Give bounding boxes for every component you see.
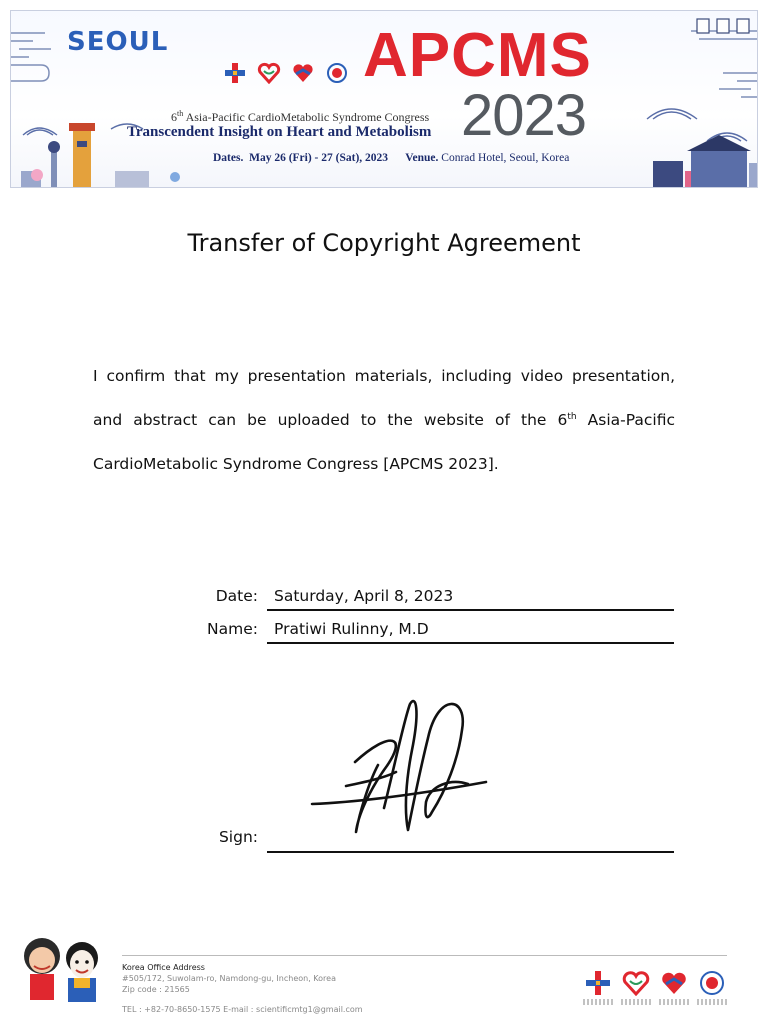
- agreement-superscript: th: [567, 411, 577, 422]
- name-value: Pratiwi Rulinny, M.D: [274, 620, 429, 638]
- date-underline: [267, 609, 674, 611]
- date-label: Date:: [215, 587, 258, 605]
- sign-label: Sign:: [218, 828, 258, 846]
- address-line-2: Zip code : 21565: [122, 985, 190, 994]
- korean-society-logo: [223, 61, 247, 85]
- agreement-text-part1: I confirm that my presentation materials, including video presentation, and abstract can be uploaded to the website of the 6: [93, 367, 675, 429]
- footer-partner-logos: [583, 970, 727, 1005]
- venue-value: Conrad Hotel, Seoul, Korea: [441, 152, 570, 164]
- footer-korea-circle-logo: [697, 970, 727, 1005]
- handwritten-signature: [300, 690, 500, 840]
- contact-line: TEL : +82-70-8650-1575 E-mail : scientificmtg1@gmail.com: [122, 1005, 363, 1014]
- congress-ordinal: th: [177, 109, 184, 118]
- venue-label: Venue.: [405, 152, 439, 164]
- congress-name: Asia-Pacific CardioMetabolic Syndrome Congress: [185, 110, 430, 124]
- footer-divider: [122, 955, 727, 956]
- seoul-city-logo: SEOUL: [67, 27, 169, 57]
- dates-value: May 26 (Fri) - 27 (Sat), 2023: [249, 152, 389, 164]
- dates-label: Dates.: [213, 152, 244, 164]
- agreement-text-part2: Asia-Pacific CardioMetabolic Syndrome Congress [APCMS 2023].: [93, 411, 675, 473]
- handshake-logo: [291, 61, 315, 85]
- address-line-1: #505/172, Suwolam-ro, Namdong-gu, Incheon, Korea: [122, 974, 336, 983]
- conference-banner: [10, 10, 758, 188]
- office-address-block: [122, 962, 363, 1015]
- event-year: 2023: [461, 83, 587, 148]
- document-title: Transfer of Copyright Agreement: [187, 229, 581, 257]
- korea-circle-logo: [325, 61, 349, 85]
- congress-number: 6: [171, 110, 177, 124]
- mascot-characters: [14, 928, 110, 1008]
- partner-logos: [223, 61, 349, 85]
- name-underline: [267, 642, 674, 644]
- date-value: Saturday, April 8, 2023: [274, 587, 454, 605]
- name-label: Name:: [207, 620, 258, 638]
- footer-handshake-logo: [659, 970, 689, 1005]
- congress-name-line: [171, 109, 429, 125]
- event-acronym: APCMS: [363, 21, 592, 90]
- office-title: Korea Office Address: [122, 963, 205, 972]
- sign-underline: [267, 851, 674, 853]
- asia-pacific-heart-logo: [257, 61, 281, 85]
- footer-asia-pacific-heart-logo: [621, 970, 651, 1005]
- congress-tagline: Transcendent Insight on Heart and Metabolism: [127, 124, 432, 140]
- dates-venue-line: [213, 152, 569, 164]
- agreement-paragraph: [93, 354, 675, 486]
- footer-korean-society-logo: [583, 970, 613, 1005]
